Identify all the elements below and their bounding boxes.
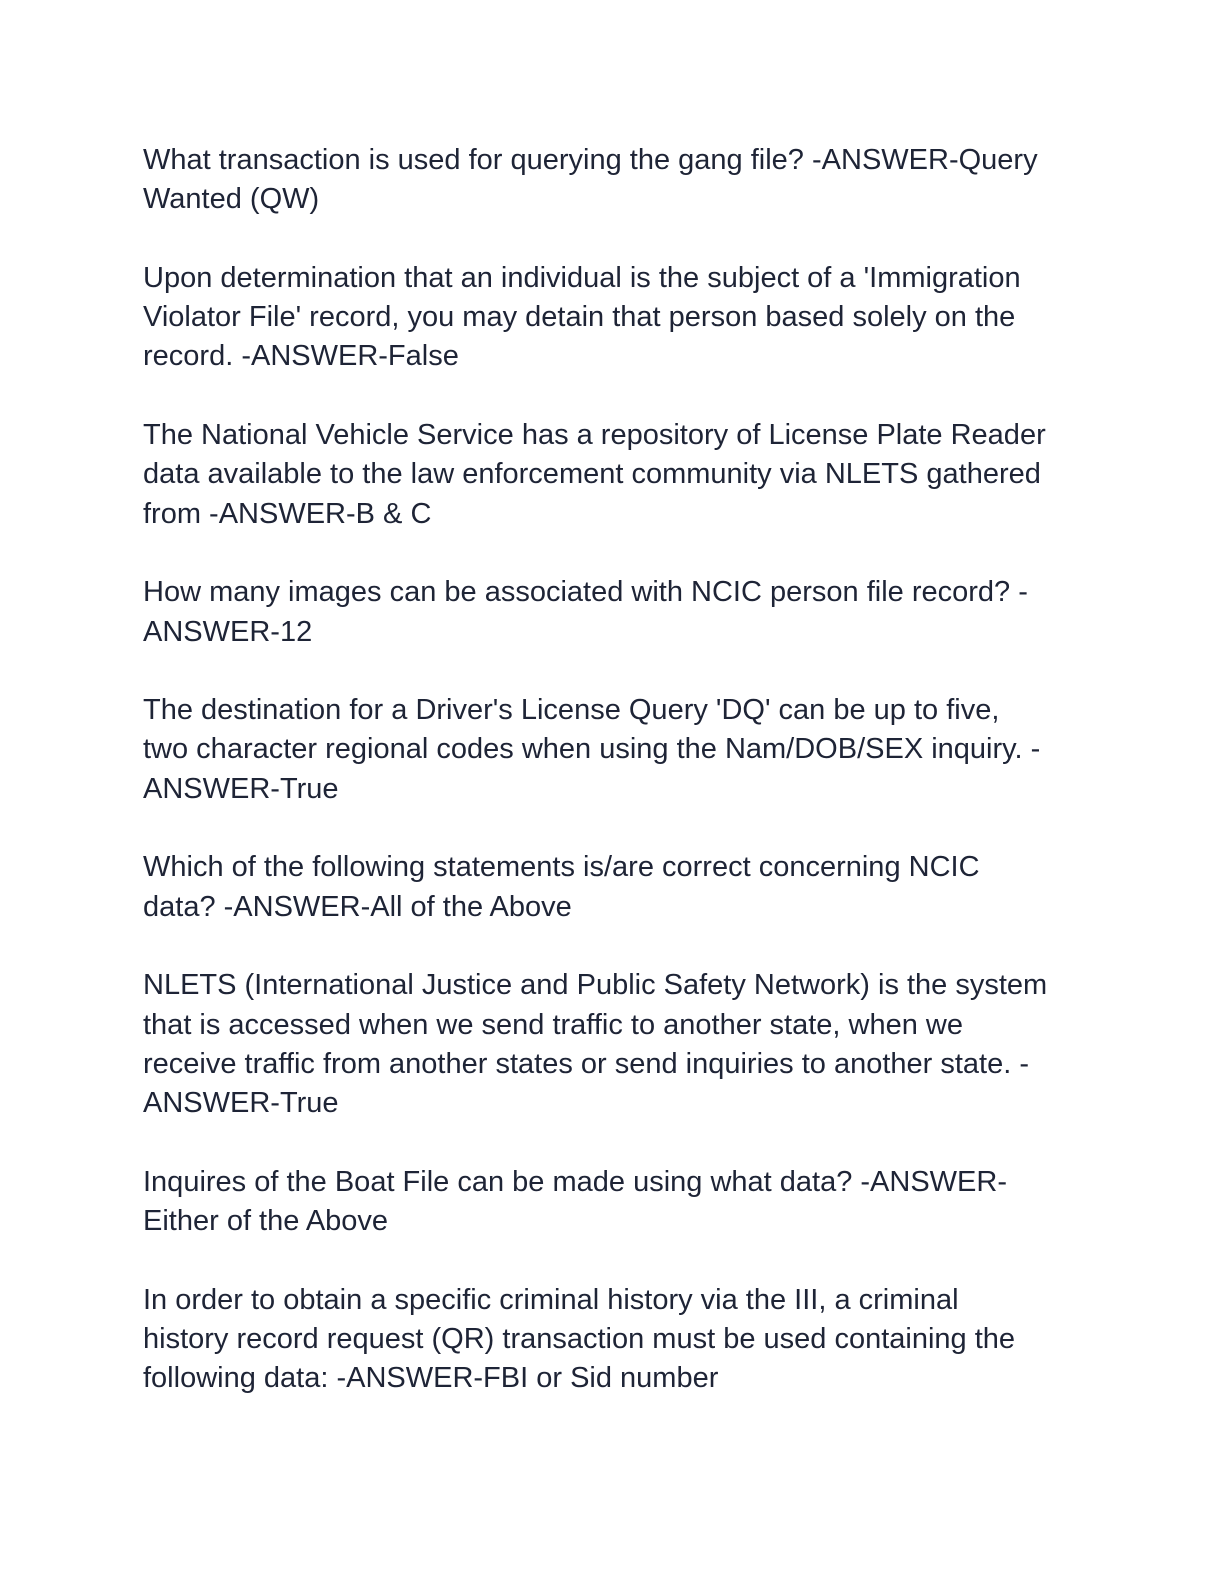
qa-line: data available to the law enforcement community via NLETS gathered <box>143 458 1041 491</box>
qa-line: The National Vehicle Service has a repository of License Plate Reader <box>143 419 1046 452</box>
qa-entry <box>143 259 1083 377</box>
qa-line: two character regional codes when using the Nam/DOB/SEX inquiry. - <box>143 733 1041 766</box>
qa-line: How many images can be associated with NCIC person file record? - <box>143 576 1028 609</box>
qa-line: Which of the following statements is/are correct concerning NCIC <box>143 851 980 884</box>
qa-line: Either of the Above <box>143 1205 389 1238</box>
qa-line: following data: -ANSWER-FBI or Sid number <box>143 1362 719 1395</box>
qa-list <box>143 141 1083 1438</box>
qa-line: that is accessed when we send traffic to another state, when we <box>143 1008 963 1041</box>
qa-entry <box>143 573 1083 652</box>
qa-line: ANSWER-True <box>143 772 339 805</box>
qa-line: Wanted (QW) <box>143 183 320 216</box>
qa-line: from -ANSWER-B & C <box>143 497 432 530</box>
qa-line: What transaction is used for querying the gang file? -ANSWER-Query <box>143 144 1038 176</box>
qa-line: receive traffic from another states or send inquiries to another state. - <box>143 1047 1030 1080</box>
qa-line: In order to obtain a specific criminal history via the III, a criminal <box>143 1283 959 1316</box>
qa-entry <box>143 848 1083 927</box>
qa-line: Upon determination that an individual is the subject of a 'Immigration <box>143 261 1021 294</box>
qa-line: The destination for a Driver's License Query 'DQ' can be up to five, <box>143 694 1000 727</box>
qa-line: ANSWER-True <box>143 1087 339 1120</box>
qa-entry <box>143 141 1083 220</box>
qa-line: ANSWER-12 <box>143 615 313 648</box>
qa-entry <box>143 1281 1083 1399</box>
qa-line: record. -ANSWER-False <box>143 340 459 373</box>
qa-entry <box>143 691 1083 809</box>
qa-line: history record request (QR) transaction must be used containing the <box>143 1322 1016 1355</box>
qa-entry <box>143 416 1083 534</box>
qa-entry <box>143 966 1083 1123</box>
qa-entry <box>143 1163 1083 1242</box>
qa-line: NLETS (International Justice and Public Safety Network) is the system <box>143 969 1048 1002</box>
qa-line: Violator File' record, you may detain that person based solely on the <box>143 301 1016 334</box>
qa-line: Inquires of the Boat File can be made using what data? -ANSWER- <box>143 1165 1007 1198</box>
qa-line: data? -ANSWER-All of the Above <box>143 890 572 923</box>
